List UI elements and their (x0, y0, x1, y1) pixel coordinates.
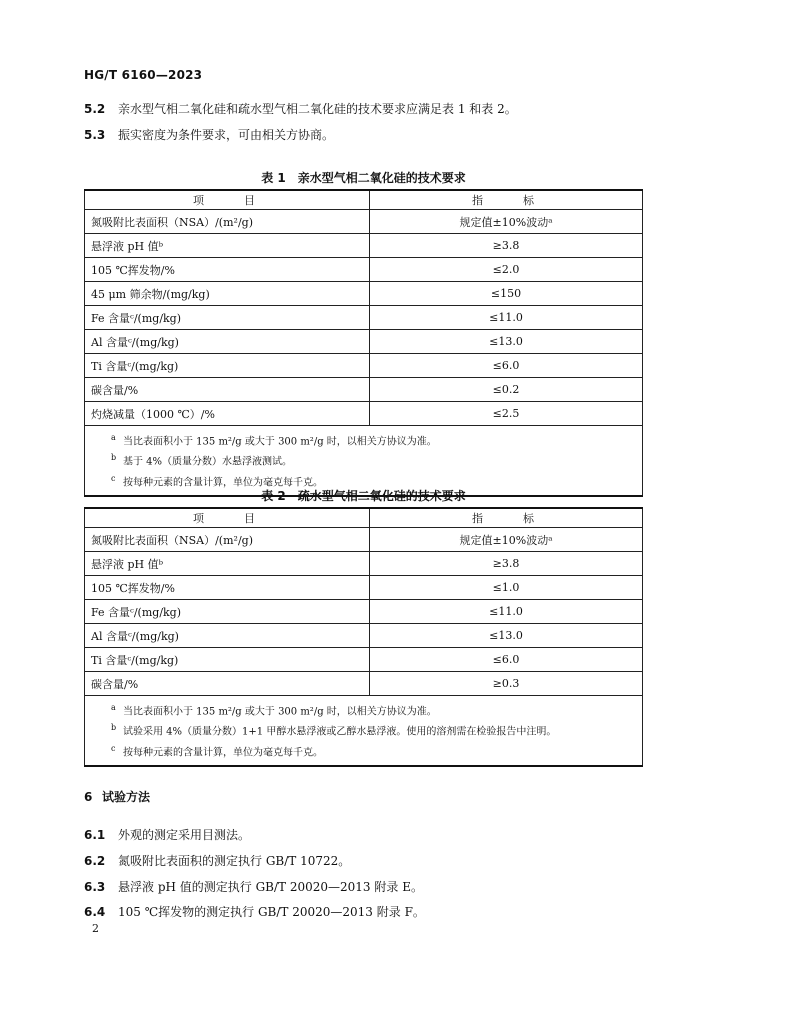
row-item: Fe 含量ᶜ/(mg/kg) (85, 306, 370, 330)
table-notes-row (85, 426, 643, 496)
column-header-value: 指 标 (370, 190, 643, 210)
footnote-text: 按每种元素的含量计算，单位为毫克每千克。 (123, 476, 323, 488)
table-row (85, 330, 643, 354)
row-value: 规定值±10%波动ᵃ (370, 528, 643, 552)
table1-title: 表 1 亲水型气相二氧化硅的技术要求 (261, 171, 466, 185)
table-row (85, 234, 643, 258)
clause-number: 6.1 (84, 828, 106, 842)
standard-code-header: HG/T 6160—2023 (84, 68, 203, 82)
footnote-text: 基于 4%（质量分数）水悬浮液测试。 (123, 456, 293, 468)
row-value: ≤13.0 (370, 624, 643, 648)
footnote (111, 720, 636, 740)
clause-6-4 (84, 903, 425, 920)
clause-6-3 (84, 878, 423, 895)
section-title: 试验方法 (102, 790, 151, 804)
clause-5-3 (84, 126, 334, 143)
footnote (111, 700, 636, 720)
table-row (85, 258, 643, 282)
row-item: Ti 含量ᶜ/(mg/kg) (85, 648, 370, 672)
footnote-mark: c (111, 743, 116, 753)
table2-title: 表 2 疏水型气相二氧化硅的技术要求 (261, 489, 466, 503)
clause-text: 振实密度为条件要求，可由相关方协商。 (118, 128, 335, 142)
clause-text: 105 ℃挥发物的测定执行 GB/T 20020—2013 附录 F。 (118, 905, 425, 919)
row-item: 灼烧减量（1000 ℃）/% (85, 402, 370, 426)
row-value: ≤150 (370, 282, 643, 306)
table-notes-row (85, 696, 643, 766)
table-row (85, 552, 643, 576)
section-number: 6 (84, 790, 93, 804)
row-item: Ti 含量ᶜ/(mg/kg) (85, 354, 370, 378)
row-value: 规定值±10%波动ᵃ (370, 210, 643, 234)
row-value: ≤1.0 (370, 576, 643, 600)
footnote-mark: a (111, 703, 116, 712)
table-notes (85, 696, 643, 766)
table2 (84, 507, 643, 767)
footnote-text: 试验采用 4%（质量分数）1+1 甲醇水悬浮液或乙醇水悬浮液。使用的溶剂需在检验报告中注明。 (123, 726, 557, 738)
page-number: 2 (92, 922, 99, 935)
clause-6-2 (84, 852, 350, 869)
footnote-mark: c (111, 473, 116, 483)
clause-5-2 (84, 100, 517, 117)
footnote (111, 430, 636, 450)
row-item: 碳含量/% (85, 378, 370, 402)
clause-text: 外观的测定采用目测法。 (118, 828, 251, 842)
table-row (85, 402, 643, 426)
table-row (85, 672, 643, 696)
row-value: ≤13.0 (370, 330, 643, 354)
table-row (85, 576, 643, 600)
row-value: ≥3.8 (370, 552, 643, 576)
column-header-item: 项 目 (85, 508, 370, 528)
row-item: 105 ℃挥发物/% (85, 258, 370, 282)
table-row (85, 378, 643, 402)
footnote (111, 741, 636, 761)
column-header-item: 项 目 (85, 190, 370, 210)
row-value: ≤6.0 (370, 648, 643, 672)
clause-number: 5.2 (84, 102, 106, 116)
footnote (111, 450, 636, 470)
table-row (85, 624, 643, 648)
table-row (85, 306, 643, 330)
table-row (85, 600, 643, 624)
clause-6-1 (84, 826, 250, 843)
row-value: ≤6.0 (370, 354, 643, 378)
column-header-value: 指 标 (370, 508, 643, 528)
row-value: ≤0.2 (370, 378, 643, 402)
footnote-text: 按每种元素的含量计算，单位为毫克每千克。 (123, 746, 323, 758)
footnote-text: 当比表面积小于 135 m²/g 或大于 300 m²/g 时，以相关方协议为准。 (123, 706, 437, 718)
table-notes (85, 426, 643, 496)
footnote-text: 当比表面积小于 135 m²/g 或大于 300 m²/g 时，以相关方协议为准。 (123, 436, 437, 448)
row-value: ≥3.8 (370, 234, 643, 258)
row-item: 45 μm 筛余物/(mg/kg) (85, 282, 370, 306)
clause-number: 5.3 (84, 128, 106, 142)
footnote-mark: b (111, 723, 117, 733)
table-header-row (85, 508, 643, 528)
row-item: 悬浮液 pH 值ᵇ (85, 552, 370, 576)
clause-number: 6.2 (84, 854, 106, 868)
row-value: ≤2.0 (370, 258, 643, 282)
table-row (85, 528, 643, 552)
row-item: 碳含量/% (85, 672, 370, 696)
row-item: 悬浮液 pH 值ᵇ (85, 234, 370, 258)
table-row (85, 210, 643, 234)
row-item: 氮吸附比表面积（NSA）/(m²/g) (85, 528, 370, 552)
clause-number: 6.3 (84, 880, 106, 894)
row-item: Al 含量ᶜ/(mg/kg) (85, 330, 370, 354)
clause-text: 悬浮液 pH 值的测定执行 GB/T 20020—2013 附录 E。 (118, 880, 423, 894)
table-row (85, 648, 643, 672)
row-value: ≤2.5 (370, 402, 643, 426)
row-value: ≤11.0 (370, 306, 643, 330)
row-value: ≤11.0 (370, 600, 643, 624)
row-item: 氮吸附比表面积（NSA）/(m²/g) (85, 210, 370, 234)
table-row (85, 354, 643, 378)
table-header-row (85, 190, 643, 210)
clause-text: 亲水型气相二氧化硅和疏水型气相二氧化硅的技术要求应满足表 1 和表 2。 (118, 102, 517, 116)
clause-text: 氮吸附比表面积的测定执行 GB/T 10722。 (118, 854, 351, 868)
row-value: ≥0.3 (370, 672, 643, 696)
section-heading (84, 788, 150, 805)
row-item: Fe 含量ᶜ/(mg/kg) (85, 600, 370, 624)
row-item: Al 含量ᶜ/(mg/kg) (85, 624, 370, 648)
footnote-mark: a (111, 433, 116, 442)
table1 (84, 189, 643, 497)
row-item: 105 ℃挥发物/% (85, 576, 370, 600)
clause-number: 6.4 (84, 905, 106, 919)
footnote-mark: b (111, 453, 117, 463)
table-row (85, 282, 643, 306)
